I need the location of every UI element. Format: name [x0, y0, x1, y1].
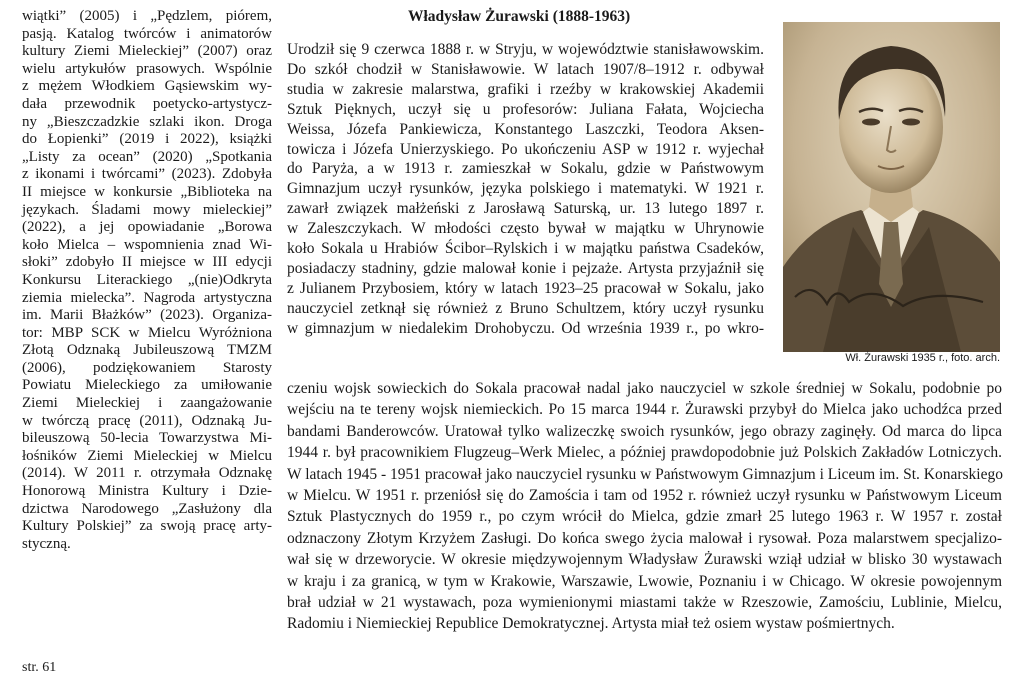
left-line: łośników Ziemi Mieleckiej w Mielcu	[22, 447, 272, 464]
left-line: wielu artykułów prasowych. Wspólnie	[22, 60, 272, 77]
left-line: ny „Bieszczadzkie szlaki ikon. Droga	[22, 113, 272, 130]
left-line: z mężem Włodkiem Gąsiewskim wy-	[22, 78, 272, 95]
left-line: wiątki” (2005) i „Pędzlem, piórem,	[22, 8, 272, 24]
left-line: (2022), a jej opowiadanie „Borowa	[22, 219, 272, 236]
article-body-top	[287, 40, 764, 339]
article-title: Władysław Żurawski (1888-1963)	[408, 8, 631, 25]
body-line: Sztuk Plastycznych do 1959 r., po czym wrócił do Mielca, gdzie zmarł 25 lutego 1963 r. W 1957 r. został	[287, 508, 1002, 526]
body-line: studia w zakresie malarstwa, grafiki i rzeźby w krakowskiej Akademii	[287, 80, 764, 98]
body-line: w Mielcu. W 1951 r. przeniósł się do Zamościa i tam od 1952 r. również uczył rysunku w Państwowym Liceum	[287, 487, 1002, 505]
article-body-full	[287, 378, 1002, 635]
portrait-illustration	[783, 22, 1000, 352]
body-line: z Julianem Przybosiem, który w latach 1923–25 pracował w Sokalu, jako	[287, 279, 764, 297]
body-line: 1944 r. był pracownikiem Flugzeug–Werk Mielec, a później prawdopodobnie już Polskich Zakładów Lotniczych.	[287, 444, 1002, 462]
body-line: posiadaczy stadniny, gdzie malował konie i pejzaże. Artysta przyjaźnił się	[287, 259, 764, 277]
left-line: im. Marii Błażków” (2023). Organiza-	[22, 307, 272, 324]
left-line: z ikonami i twórcami” (2023). Zdobyła	[22, 166, 272, 183]
left-line: ziemia mielecka”. Nagroda artystyczna	[22, 289, 272, 306]
page-number: str. 61	[22, 660, 57, 675]
left-line: Ziemi Mieleckiej i zaangażowanie	[22, 395, 272, 412]
body-line: koło Sokala u Hrabiów Ścibor–Rylskich i w majątku państwa Csadeków,	[287, 240, 764, 258]
body-line: Radomiu i Niemieckiej Republice Demokratycznej. Artysta miał też osiem wystaw pośmiertnych.	[287, 615, 895, 633]
left-column	[22, 8, 272, 553]
left-line: koło Mielca – wspomnienia znad Wi-	[22, 236, 272, 253]
left-line: w twórczą pracę (2011), Odznaką Ju-	[22, 412, 272, 429]
left-line: dała przewodnik poetycko-artystycz-	[22, 95, 272, 112]
left-line: styczną.	[22, 535, 71, 552]
left-line: (2006), podziękowaniem Starosty	[22, 359, 272, 376]
body-line: wejściu na te tereny wojsk niemieckich. Po 15 marca 1944 r. Żurawski przybył do Mielca jako uchodźca przed	[287, 401, 1002, 419]
left-line: (2014). W 2011 r. otrzymała Odznakę	[22, 465, 272, 482]
body-line: W latach 1945 - 1951 pracował jako nauczyciel rysunku w Państwowym Gimnazjum i Liceum im. St. Konarskiego	[287, 465, 1003, 483]
body-line: w kraju i za granicą, w tym w Krakowie, Warszawie, Lwowie, Poznaniu i w Chicago. W okresie powojennym	[287, 572, 1002, 590]
body-line: czeniu wojsk sowieckich do Sokala pracował nadal jako nauczyciel w szkole średniej w Sokalu, podobnie po	[287, 380, 1002, 397]
left-line: kultury Ziemi Mieleckiej” (2007) oraz	[22, 43, 272, 60]
body-line: towicza i Józefa Unierzyskiego. Po ukończeniu ASP w 1912 r. wyjechał	[287, 140, 764, 158]
body-line: Do szkół chodził w Stanisławowie. W latach 1907/8–1912 r. odbywał	[287, 60, 764, 78]
left-line: pasją. Katalog twórców i animatorów	[22, 25, 272, 42]
body-line: do Paryża, a w 1913 r. zamieszkał w Sokalu, gdzie w Państwowym	[287, 160, 764, 178]
left-line: tor: MBP SCK w Mielcu Wyróżniona	[22, 324, 272, 341]
left-line: do Łopienki” (2019 i 2022), książki	[22, 131, 272, 148]
body-line: nauczyciel zetknął się również z Bruno Schultzem, który uczył rysunku	[287, 299, 764, 317]
body-line: Gimnazjum uczył rysunków, języka polskiego i matematyki. W 1921 r.	[287, 180, 764, 198]
body-line: Sztuk Pięknych, uczył się u profesorów: Juliana Fałata, Wojciecha	[287, 100, 764, 118]
left-line: Złotą Odznaką Jubileuszową TMZM	[22, 342, 272, 359]
left-line: Kultury Polskiej” za swoją pracę arty-	[22, 518, 272, 535]
left-line: Powiatu Mieleckiego za umiłowanie	[22, 377, 272, 394]
body-line: w gimnazjum w niedalekim Drohobyczu. Od września 1939 r., po wkro-	[287, 319, 764, 337]
left-line: „Listy za ocean” (2020) „Spotkania	[22, 148, 272, 165]
body-line: bandami Banderowców. Uratował tylko walizeczkę swoich rysunków, jego obrazy zaginęły. Od marca do lipca	[287, 422, 1002, 440]
portrait-photo	[783, 22, 1000, 352]
left-line: II miejsce w konkursie „Biblioteka na	[22, 183, 272, 200]
left-line: Honorową Ministra Kultury i Dzie-	[22, 483, 272, 500]
photo-caption: Wł. Żurawski 1935 r., foto. arch.	[845, 352, 1000, 364]
body-line: Urodził się 9 czerwca 1888 r. w Stryju, w województwie stanisławowskim.	[287, 41, 764, 58]
left-line: słoki” zdobyło II miejsce w III edycji	[22, 254, 272, 271]
body-line: odznaczony Złotym Krzyżem Zasługi. Do końca swego życia malował i rysował. Poza malarstwem specjalizo-	[287, 529, 1002, 547]
body-line: brał udział w 21 wystawach, poza wymienionymi miastami także w Rzeszowie, Zamościu, Lublinie, Mielcu,	[287, 594, 1002, 612]
left-line: Konkursu Literackiego „(nie)Odkryta	[22, 271, 272, 288]
body-line: w Zaleszczykach. W młodości często bywał w majątku w Uhrynowie	[287, 220, 764, 238]
body-line: Weissa, Józefa Pankiewicza, Konstantego Laszczki, Teodora Aksen-	[287, 120, 764, 138]
left-line: językach. Śladami mowy mieleckiej”	[22, 201, 272, 218]
body-line: wał się w drzeworycie. W okresie międzywojennym Władysław Żurawski wziął udział w blisko 30 wystawach	[287, 551, 1002, 569]
left-line: dzictwa Narodowego „Zasłużony dla	[22, 500, 272, 517]
body-line: zawarł związek małżeński z Jarosławą Saturską, ur. 13 lutego 1897 r.	[287, 200, 764, 218]
left-line: bileuszową 50-lecia Towarzystwa Mi-	[22, 430, 272, 447]
